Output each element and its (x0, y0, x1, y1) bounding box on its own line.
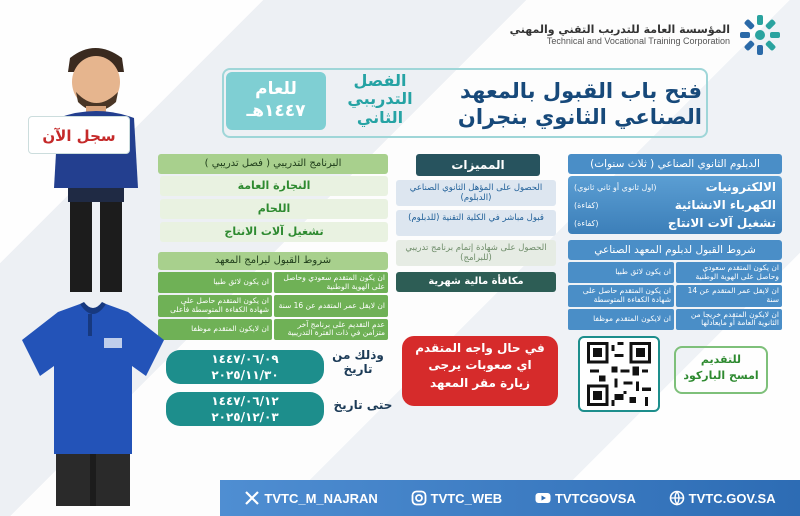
monthly-reward-badge: مكافأة مالية شهرية (396, 272, 556, 292)
diploma-item-note: (كفاءة) (574, 218, 599, 228)
requirement-cell: ان يكون لائق طبيا (568, 262, 674, 283)
requirement-cell: ان لايكون المتقدم موظفا (158, 319, 272, 340)
header-logo (482, 10, 782, 60)
logo-text (510, 23, 730, 47)
x-social-link[interactable] (244, 490, 377, 506)
diploma-list (568, 176, 782, 234)
semester-label (330, 72, 430, 127)
semester-line-3: الثاني (356, 107, 404, 127)
diploma-item-name: الكهرباء الانشائية (674, 198, 776, 212)
title-line-1: فتح باب القبول بالمعهد (459, 79, 702, 103)
feature-item: قبول مباشر في الكلية التقنية (للدبلوم) (396, 210, 556, 236)
title-line-2: الصناعي الثانوي بنجران (457, 105, 702, 130)
diploma-item-note: (اول ثانوي أو ثاني ثانوي) (574, 182, 657, 192)
requirement-cell: ان لايقل عمر المتقدم عن 14 سنة (676, 285, 782, 306)
requirement-cell: ان لايقل عمر المتقدم عن 16 سنة (274, 295, 388, 316)
requirement-cell: ان يكون المتقدم حاصل على شهادة الكفاءة المتوسطة فأعلى (158, 295, 272, 316)
difficulty-notice (402, 336, 558, 406)
x-logo-icon (244, 490, 260, 506)
requirement-cell: ان يكون المتقدم سعودي وحاصل على الهوية الوطنية (676, 262, 782, 283)
program-item: تشغيل آلات الانتاج (160, 222, 388, 242)
register-now-card[interactable]: سجل الآن (28, 116, 130, 154)
features-heading: المميزات (416, 154, 540, 176)
feature-item: الحصول على المؤهل الثانوي الصناعي (الدبلوم) (396, 180, 556, 206)
diploma-heading: الدبلوم الثانوي الصناعي ( ثلاث سنوات) (568, 154, 782, 174)
x-handle: TVTC_M_NAJRAN (264, 490, 378, 506)
diploma-item (574, 178, 776, 196)
requirement-cell: ان يكون لائق طبيا (158, 272, 272, 293)
semester-line-1: الفصل (353, 71, 407, 90)
feature-item: الحصول على شهادة إتمام برنامج تدريبي (للبرامج) (396, 240, 556, 266)
scan-cta-line-2: امسح الباركود (683, 368, 759, 382)
program-requirements-heading: شروط القبول لبرامج المعهد (158, 252, 388, 270)
program-requirements-grid (158, 272, 388, 336)
globe-icon (669, 490, 685, 506)
scan-cta-line-1: للتقديم (700, 353, 742, 366)
trainee-illustration (40, 38, 150, 298)
program-item: اللحام (160, 199, 388, 219)
scan-to-apply-box (674, 346, 768, 394)
requirement-cell: ان يكون المتقدم حاصل على شهادة الكفاءة المتوسطة (568, 285, 674, 306)
diploma-requirements-grid (568, 262, 782, 326)
tvtc-logo-icon (738, 13, 782, 57)
qr-code-icon (584, 342, 654, 406)
youtube-social-link[interactable] (535, 490, 636, 506)
semester-line-2: التدريبي (347, 89, 413, 109)
website-url: TVTC.GOV.SA (688, 490, 776, 506)
diploma-item (574, 196, 776, 214)
org-name-ar: المؤسسة العامة للتدريب التقني والمهني (509, 23, 730, 36)
page-title (442, 78, 702, 131)
diploma-item (574, 214, 776, 232)
requirement-cell: ان لايكون المتقدم موظفا (568, 309, 674, 330)
from-date-gregorian: ٢٠٢٥/١١/٣٠ (211, 367, 279, 382)
from-label-line-2: تاريخ (343, 362, 373, 377)
to-date-label: حتى تاريخ (333, 398, 393, 412)
from-label-line-1: وذلك من (332, 348, 384, 362)
diploma-item-name: الالكترونيات (705, 180, 776, 194)
instagram-handle: TVTC_WEB (430, 490, 503, 506)
from-date-pill (166, 350, 324, 384)
youtube-icon (535, 490, 551, 506)
uniform-shirt-illustration (18, 298, 168, 508)
to-date-hijri: ١٤٤٧/٠٦/١٢ (211, 394, 279, 408)
from-date-hijri: ١٤٤٧/٠٦/٠٩ (211, 352, 279, 366)
programs-heading: البرنامج التدريبي ( فصل تدريبي ) (158, 154, 388, 174)
program-item: النجارة العامة (160, 176, 388, 196)
year-line-2: ١٤٤٧هـ (246, 101, 306, 122)
qr-code[interactable] (578, 336, 660, 412)
notice-line-2: اي صعوبات يرجى (428, 358, 532, 373)
org-name-en: Technical and Vocational Training Corporation (546, 36, 730, 47)
year-badge (226, 72, 326, 130)
requirement-cell: ان يكون المتقدم سعودي وحاصل على الهوية الوطنية (274, 272, 388, 293)
social-footer (220, 480, 800, 516)
from-date-label (328, 348, 388, 377)
website-link[interactable] (669, 490, 776, 506)
year-line-1: للعام (255, 79, 297, 99)
to-date-pill (166, 392, 324, 426)
instagram-icon (411, 490, 427, 506)
to-date-gregorian: ٢٠٢٥/١٢/٠٣ (211, 409, 279, 424)
instagram-social-link[interactable] (411, 490, 503, 506)
diploma-item-name: تشغيل آلات الانتاج (667, 216, 776, 230)
diploma-item-note: (كفاءة) (574, 200, 599, 210)
notice-line-3: زيارة مقر المعهد (429, 375, 531, 390)
requirement-cell: عدم التقديم على برنامج آخر متزامن في ذات الفترة التدريبية (274, 319, 388, 340)
diploma-requirements-heading: شروط القبول لدبلوم المعهد الصناعي (568, 240, 782, 260)
requirement-cell: ان لايكون المتقدم خريجا من الثانوية العامة أو مايعادلها (676, 309, 782, 330)
notice-line-1: في حال واجه المتقدم (415, 341, 545, 355)
youtube-handle: TVTCGOVSA (554, 490, 636, 506)
